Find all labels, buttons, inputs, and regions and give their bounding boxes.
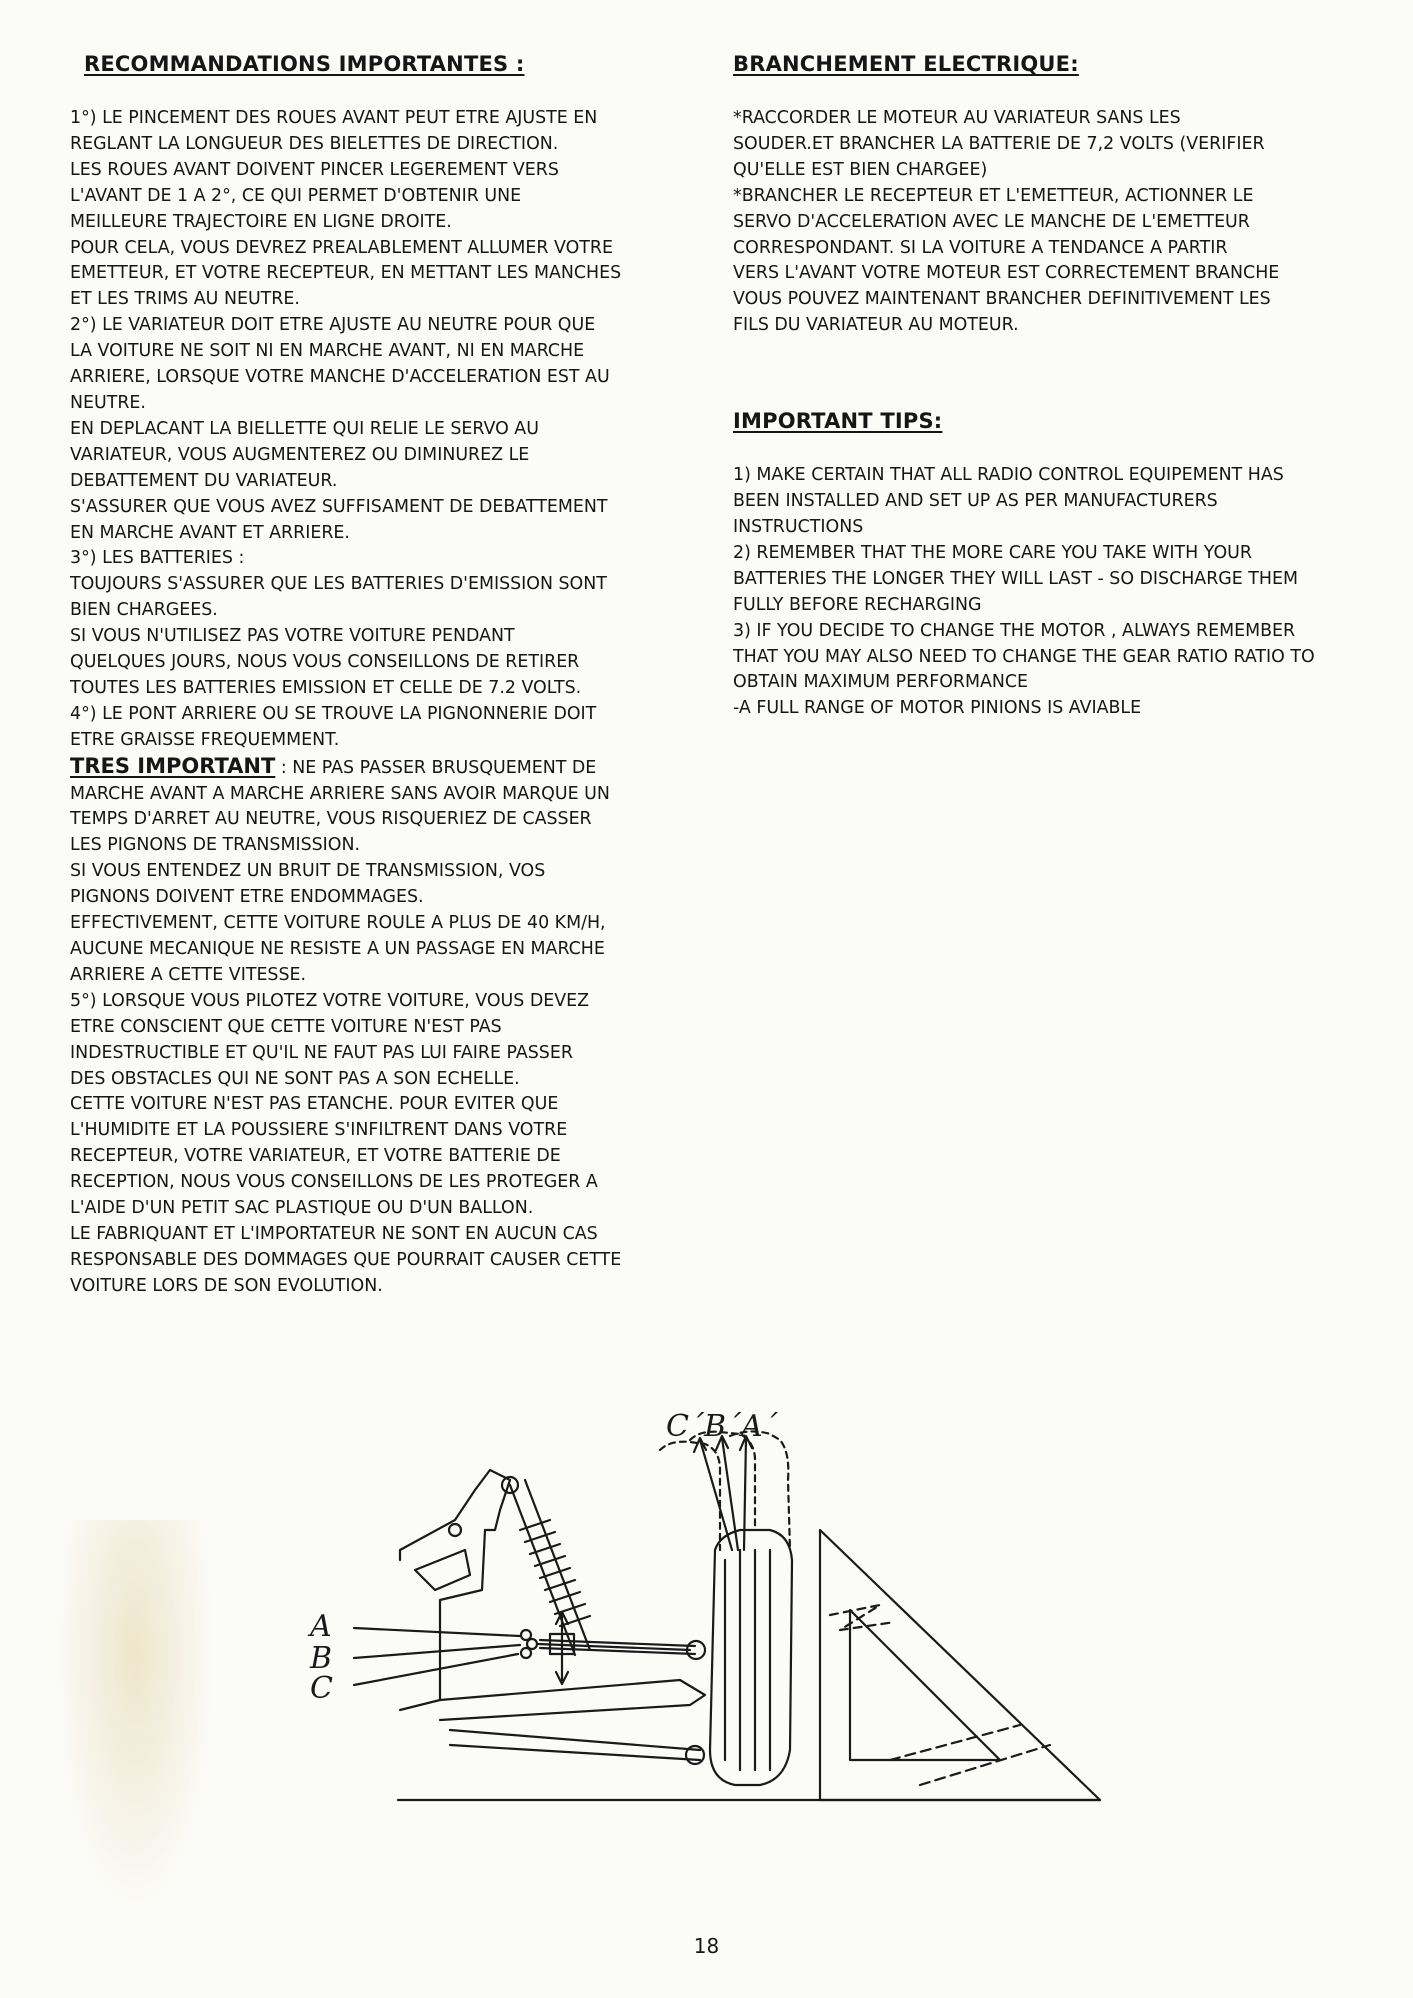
tres-important-heading: TRES IMPORTANT <box>70 753 276 778</box>
label-cba-prime: C´B´A´ <box>666 1409 778 1444</box>
recommendations-title: RECOMMANDATIONS IMPORTANTES : <box>84 52 525 76</box>
wheel <box>710 1530 792 1785</box>
page-number: 18 <box>693 1934 720 1958</box>
tres-important-paragraph <box>70 754 710 1300</box>
left-column <box>70 52 710 1300</box>
label-a: A <box>310 1609 332 1644</box>
recommendations-text: 1°) LE PINCEMENT DES ROUES AVANT PEUT ETRE AJUSTE EN REGLANT LA LONGUEUR DES BIELETTES DE DIRECTION. LES ROUES AVANT DOIVENT PINCER LEGEREMENT VERS L'AVANT DE 1 A 2°, CE QUI PERMET D'OBTENIR UNE MEILLEURE TRAJECTOIRE EN LIGNE DROITE. POUR CELA, VOUS DEVREZ PREALABLEMENT ALLUMER VOTRE EMETTEUR, ET VOTRE RECEPTEUR, EN METTANT LES MANCHES ET LES TRIMS AU NEUTRE. 2°) LE VARIATEUR DOIT ETRE AJUSTE AU NEUTRE POUR QUE LA VOITURE NE SOIT NI EN MARCHE AVANT, NI EN MARCHE ARRIERE, LORSQUE VOTRE MANCHE D'ACCELERATION EST AU NEUTRE. EN DEPLACANT LA BIELLETTE QUI RELIE LE SERVO AU VARIATEUR, VOUS AUGMENTEREZ OU DIMINUREZ LE DEBATTEMENT DU VARIATEUR. S'ASSURER QUE VOUS AVEZ SUFFISAMENT DE DEBATTEMENT EN MARCHE AVANT ET ARRIERE. 3°) LES BATTERIES : TOUJOURS S'ASSURER QUE LES BATTERIES D'EMISSION SONT BIEN CHARGEES. SI VOUS N'UTILISEZ PAS VOTRE VOITURE PENDANT QUELQUES JOURS, NOUS VOUS CONSEILLONS DE RETIRER TOUTES LES BATTERIES EMISSION ET CELLE DE 7.2 VOLTS. 4°) LE PONT ARRIERE OU SE TROUVE LA PIGNONNERIE DOIT ETRE GRAISSE FREQUEMMENT. <box>70 108 622 750</box>
shock-absorber <box>502 1477 590 1655</box>
steering-diagram <box>310 1400 1120 1820</box>
bracket-plate <box>415 1550 470 1590</box>
bracket-bolt <box>449 1524 461 1536</box>
important-tips-title: IMPORTANT TIPS: <box>733 409 943 434</box>
camber-arrow-a <box>744 1438 746 1550</box>
label-leaders <box>354 1628 520 1685</box>
label-b: B <box>310 1641 333 1676</box>
hole-c <box>521 1648 531 1658</box>
steering-diagram-svg <box>310 1400 1120 1820</box>
electrical-connection-text: *RACCORDER LE MOTEUR AU VARIATEUR SANS LES SOUDER.ET BRANCHER LA BATTERIE DE 7,2 VOLTS (VERIFIER QU'ELLE EST BIEN CHARGEE) *BRANCHER LE RECEPTEUR ET L'EMETTEUR, ACTIONNER LE SERVO D'ACCELERATION AVEC LE MANCHE DE L'EMETTEUR CORRESPONDANT. SI LA VOITURE A TENDANCE A PARTIR VERS L'AVANT VOTRE MOTEUR EST CORRECTEMENT BRANCHE VOUS POUVEZ MAINTENANT BRANCHER DEFINITIVEMENT LES FILS DU VARIATEUR AU MOTEUR. <box>733 108 1280 336</box>
wheel-position-c <box>660 1442 720 1550</box>
tres-important-text: : NE PAS PASSER BRUSQUEMENT DE MARCHE AVANT A MARCHE ARRIERE SANS AVOIR MARQUE UN TEMPS D'ARRET AU NEUTRE, VOUS RISQUERIEZ DE CASSER LES PIGNONS DE TRANSMISSION. SI VOUS ENTENDEZ UN BRUIT DE TRANSMISSION, VOS PIGNONS DOIVENT ETRE ENDOMMAGES. EFFECTIVEMENT, CETTE VOITURE ROULE A PLUS DE 40 KM/H, AUCUNE MECANIQUE NE RESISTE A UN PASSAGE EN MARCHE ARRIERE A CETTE VITESSE. 5°) LORSQUE VOUS PILOTEZ VOTRE VOITURE, VOUS DEVEZ ETRE CONSCIENT QUE CETTE VOITURE N'EST PAS INDESTRUCTIBLE ET QU'IL NE FAUT PAS LUI FAIRE PASSER DES OBSTACLES QUI NE SONT PAS A SON ECHELLE. CETTE VOITURE N'EST PAS ETANCHE. POUR EVITER QUE L'HUMIDITE ET LA POUSSIERE S'INFILTRENT DANS VOTRE RECEPTEUR, VOTRE VARIATEUR, ET VOTRE BATTERIE DE RECEPTION, NOUS VOUS CONSEILLONS DE LES PROTEGER A L'AIDE D'UN PETIT SAC PLASTIQUE OU D'UN BALLON. LE FABRIQUANT ET L'IMPORTATEUR NE SONT EN AUCUN CAS RESPONSABLE DES DOMMAGES QUE POURRAIT CAUSER CETTE VOITURE LORS DE SON EVOLUTION. <box>70 757 622 1296</box>
angle-marks <box>830 1605 895 1630</box>
label-c: C <box>310 1671 333 1706</box>
paper-stain <box>60 1520 210 1900</box>
wheel-position-a <box>730 1431 790 1550</box>
lower-link <box>450 1730 700 1760</box>
right-column <box>733 52 1393 722</box>
camber-arrow-c <box>700 1440 732 1550</box>
important-tips-text: 1) MAKE CERTAIN THAT ALL RADIO CONTROL EQUIPEMENT HAS BEEN INSTALLED AND SET UP AS PER MANUFACTURERS INSTRUCTIONS 2) REMEMBER THAT THE MORE CARE YOU TAKE WITH YOUR BATTERIES THE LONGER THEY WILL LAST - SO DISCHARGE THEM FULLY BEFORE RECHARGING 3) IF YOU DECIDE TO CHANGE THE MOTOR , ALWAYS REMEMBER THAT YOU MAY ALSO NEED TO CHANGE THE GEAR RATIO RATIO TO OBTAIN MAXIMUM PERFORMANCE -A FULL RANGE OF MOTOR PINIONS IS AVIABLE <box>733 465 1315 719</box>
lower-arm <box>440 1680 705 1720</box>
electrical-connection-title: BRANCHEMENT ELECTRIQUE: <box>733 52 1079 76</box>
